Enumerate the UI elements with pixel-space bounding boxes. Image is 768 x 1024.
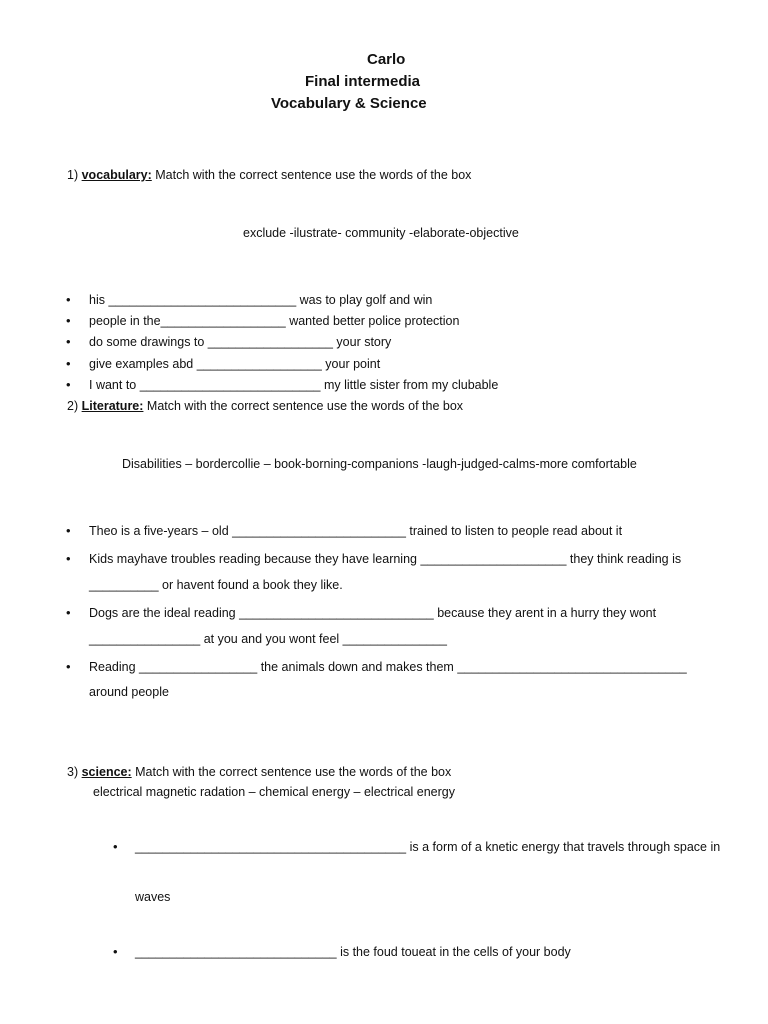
bullet-icon: • xyxy=(66,659,71,674)
section1-title: vocabulary: xyxy=(81,168,152,182)
exam-title: Final intermedia xyxy=(305,73,421,90)
section2-item-4-cont: around people xyxy=(89,685,169,699)
bullet-icon: • xyxy=(66,523,71,538)
section3-item-1: _______________________________________ is a form of a knetic energy that travels through space in xyxy=(135,840,721,854)
section1-item-1: his ___________________________ was to play golf and win xyxy=(89,293,433,307)
section3-number: 3) xyxy=(67,765,79,779)
bullet-icon: • xyxy=(66,313,71,328)
bullet-icon: • xyxy=(66,377,71,392)
student-name: Carlo xyxy=(367,51,406,68)
section3-instruction: Match with the correct sentence use the words of the box xyxy=(135,765,452,779)
section1-item-3: do some drawings to __________________ your story xyxy=(89,335,392,349)
bullet-icon: • xyxy=(66,292,71,307)
section1-instruction: Match with the correct sentence use the words of the box xyxy=(155,168,472,182)
bullet-icon: • xyxy=(113,944,118,959)
bullet-icon: • xyxy=(66,605,71,620)
section2-item-2: Kids mayhave troubles reading because they have learning _____________________ they think reading is xyxy=(89,552,682,566)
section3-item-2: _____________________________ is the foud toueat in the cells of your body xyxy=(135,945,571,959)
section3-heading xyxy=(67,765,451,779)
section3-item-1-cont: waves xyxy=(135,890,171,904)
section1-number: 1) xyxy=(67,168,79,182)
bullet-icon: • xyxy=(66,551,71,566)
section1-item-2: people in the__________________ wanted better police protection xyxy=(89,314,460,328)
bullet-icon: • xyxy=(66,356,71,371)
bullet-icon: • xyxy=(113,839,118,854)
section2-number: 2) xyxy=(67,399,79,413)
section2-instruction: Match with the correct sentence use the words of the box xyxy=(146,399,464,413)
section1-item-4: give examples abd __________________ your point xyxy=(89,357,381,371)
section1-heading xyxy=(67,168,471,182)
section2-item-3: Dogs are the ideal reading ____________________________ because they arent in a hurry they wont xyxy=(89,606,657,620)
section3-title: science: xyxy=(81,765,132,779)
section2-item-2-cont: __________ or havent found a book they like. xyxy=(89,578,343,592)
section2-item-3-cont: ________________ at you and you wont feel _______________ xyxy=(89,632,447,646)
exam-topic: Vocabulary & Science xyxy=(271,95,427,112)
section2-heading xyxy=(67,399,463,413)
section3-word-box: electrical magnetic radation – chemical energy – electrical energy xyxy=(93,785,455,799)
section1-word-box: exclude -ilustrate- community -elaborate-objective xyxy=(243,226,519,240)
section2-item-4: Reading _________________ the animals down and makes them _________________________________ xyxy=(89,660,687,674)
bullet-icon: • xyxy=(66,334,71,349)
section1-item-5: I want to __________________________ my little sister from my clubable xyxy=(89,378,499,392)
section2-item-1: Theo is a five-years – old _________________________ trained to listen to people read about it xyxy=(89,524,623,538)
section2-word-box: Disabilities – bordercollie – book-borning-companions -laugh-judged-calms-more comfortable xyxy=(122,457,637,471)
section2-title: Literature: xyxy=(81,399,144,413)
